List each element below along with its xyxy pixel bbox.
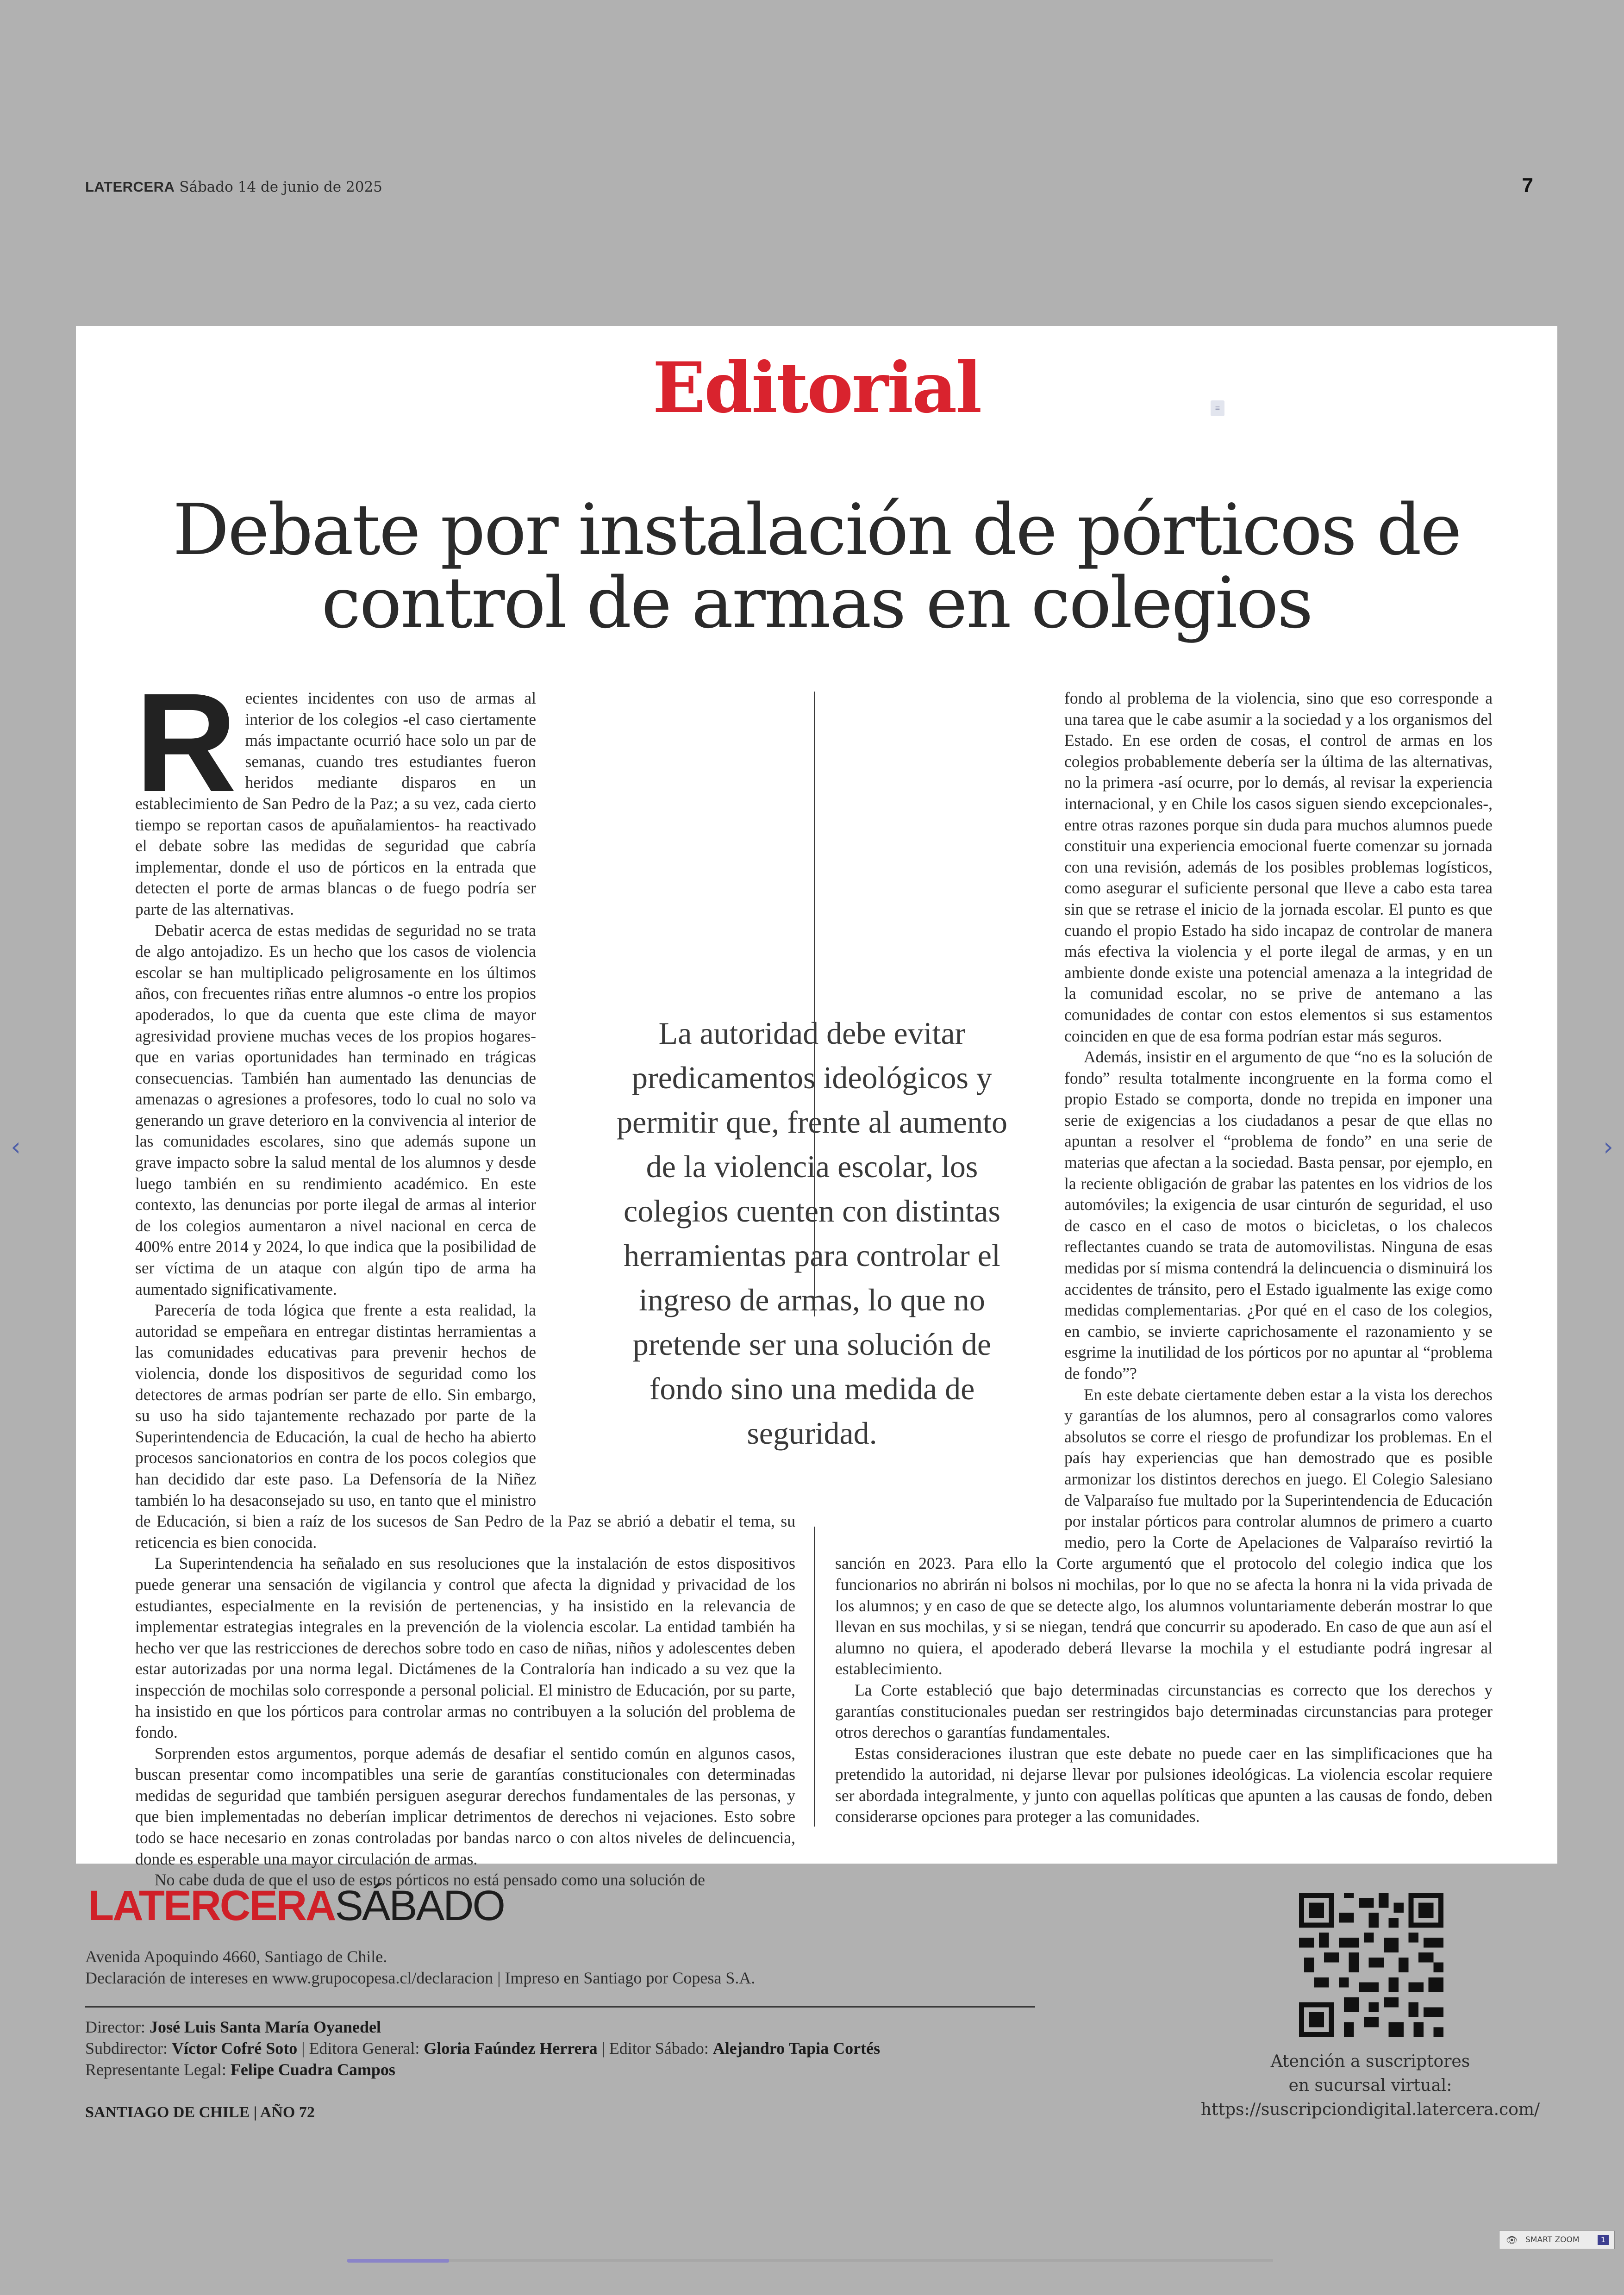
- article-headline: Debate por instalación de pórticos de control de armas en colegios: [173, 489, 1461, 644]
- paragraph-9: En este debate ciertamente deben estar a la vista los derechos y garantías de los alumnos, pero al consagrarlos como valores absolutos se corre el riesgo de profundizar los problemas. En el país hay experiencias que han demostrado que es posible armonizar los distintos derechos en juego. El Colegio Salesiano de Valparaíso fue multado por la Superintendencia de Educación por instalar pórticos para controlar alumnos de primero a cuarto medio, pero la Corte de Apelaciones de Valparaíso revirtió la sanción en 2023. Para ello la Corte argumentó que el protocolo del colegio indica que los funcionarios no abrirán ni bolsos ni mochilas, por lo que no se afecta la honra ni la vida privada de los alumnos; y en caso de que se detecte algo, los alumnos voluntariamente deberán mostrar lo que llevan en sus mochilas, y si se niegan, tendrá que concurrir su apoderado. En caso de que aun así el alumno no quiera, el apoderado deberá llevarse la mochila y el estudiante podrá ingresar al establecimiento.: [835, 1385, 1493, 1678]
- address-line: Avenida Apoquindo 4660, Santiago de Chile.: [85, 1947, 387, 1966]
- folio-date: Sábado 14 de junio de 2025: [179, 179, 382, 195]
- paragraph-1: Recientes incidentes con uso de armas al interior de los colegios -el caso ciertamente más impactante ocurrió hace solo un par de semanas, cuando tres estudiantes fueron heridos mediante disparos en un establecimiento de San Pedro de la Paz; a su vez, cada cierto tiempo se reportan casos de apuñalamientos- ha reactivado el debate sobre las medidas de seguridad que cabría implementar, donde el uso de pórticos en la entrada que detecten el porte de armas blancas o de fuego podría ser parte de las alternativas.: [135, 664, 536, 918]
- paragraph-6: No cabe duda de que el uso de estos pórticos no está pensado como una solución de: [155, 1871, 705, 1890]
- paragraph-10: La Corte estableció que bajo determinadas circunstancias es correcto que los derechos y garantías constitucionales puedan ser restringidos bajo determinadas circunstancias para proteger otros derechos o garantías fundamentales.: [835, 1680, 1493, 1742]
- masthead-logo: LATERCERASÁBADO: [88, 1882, 504, 1929]
- subscribers-link[interactable]: https://suscripciondigital.latercera.com/: [1200, 2100, 1540, 2119]
- paragraph-8: Además, insistir en el argumento de que “no es la solución de fondo” resulta totalmente incongruente en la forma como el propio Estado se comporta, donde no trepida en imponer una serie de exigencias a los ciudadanos a pesar de que ellas no apuntan a resolver el “problema de fondo” en una serie de materias que afectan a la sociedad. Basta pensar, por ejemplo, en la reciente obligación de grabar las patentes en los vidrios de los automóviles; la exigencia de usar cinturón de seguridad, el uso de casco en el caso de motos o bicicletas, o los chalecos reflectantes cuando se trata de automovilistas. Ninguna de esas medidas por sí misma contendrá la delincuencia o disminuirá los accidentes de tránsito, pero el Estado igualmente las exige como medidas complementarias. ¿Por qué en el caso de los colegios, en cambio, se invierte caprichosamente el razonamiento y se esgrime la inutilidad de los pórticos por no apuntar al “problema de fondo”?: [1064, 1048, 1493, 1383]
- paragraph-7: fondo al problema de la violencia, sino que eso corresponde a una tarea que le cabe asumir a la sociedad y a los organismos del Estado. En ese orden de cosas, el control de armas en los colegios probablemente debería ser la última de las alternativas, no la primera -así ocurre, por lo demás, al revisar la experiencia internacional, y en Chile los casos siguen siendo excepcionales-, entre otras razones porque sin duda para muchos alumnos puede constituir una experiencia emocional fuerte comenzar su jornada con una revisión, además de los posibles problemas logísticos, como asegurar el suficiente personal que lleve a cabo esta tarea sin que se retrase el inicio de la jornada escolar. El punto es que cuando el propio Estado ha sido incapaz de controlar de manera más efectiva la violencia y el porte ilegal de armas, y en un ambiente donde existe una potencial amenaza a la integridad de la comunidad escolar, no se prive de antemano a las comunidades de contar con estos elementos si sus estamentos coinciden en que de esa forma podrían estar más seguros.: [1064, 689, 1493, 1045]
- declaration-line: Declaración de intereses en www.grupocopesa.cl/declaracion | Impreso en Santiago por Copesa S.A.: [85, 1969, 756, 1987]
- paragraph-5: Sorprenden estos argumentos, porque además de desafiar el sentido común en algunos casos, buscan presentar como incompatibles una serie de garantías constitucionales con determinadas medidas de seguridad que también persiguen asegurar derechos fundamentales de las personas, y que bien implementadas no deberían implicar detrimentos de derechos ni vejaciones. Esto sobre todo se hace necesario en zonas controladas por bandas narco o con altos niveles de delincuencia, donde es esperable una mayor circulación de armas.: [135, 1744, 795, 1868]
- drop-cap: R: [135, 664, 237, 821]
- staff-credits: Director: José Luis Santa María Oyanedel Subdirector: Víctor Cofré Soto | Editora General: Gloria Faúndez Herrera | Editor Sábado: Alejandro Tapia Cortés Representante Legal: Felipe Cuadra Campos: [85, 2018, 881, 2079]
- eye-icon: 👁: [1506, 2234, 1518, 2245]
- paragraph-3: Parecería de toda lógica que frente a esta realidad, la autoridad se empeñara en entregar distintas herramientas a las comunidades educativas para prevenir hechos de violencia, donde los dispositivos de seguridad como los detectores de armas podrían ser parte de ello. Sin embargo, su uso ha sido tajantemente rechazado por parte de la Superintendencia de Educación, la cual de hecho ha abierto procesos sancionatorios en contra de los pocos colegios que han decidido dar este paso. La Defensoría de la Niñez también lo ha desaconsejado su uso, en tanto que el ministro de Educación, si bien a raíz de los sucesos de San Pedro de la Paz se abrió a debatir el tema, su reticencia es bien conocida.: [135, 1301, 795, 1552]
- page-sheet: [76, 326, 1557, 1890]
- menu-icon[interactable]: ≡: [1211, 400, 1224, 416]
- page-number: 7: [1522, 174, 1533, 197]
- next-page-button[interactable]: ›: [1603, 1132, 1613, 1161]
- column-divider: [814, 1527, 815, 1827]
- previous-page-button[interactable]: ‹: [11, 1132, 21, 1161]
- smart-zoom-count: 1: [1598, 2235, 1609, 2245]
- qr-code-icon[interactable]: [1299, 1893, 1443, 2037]
- subscriber-info: Atención a suscriptores en sucursal virtual: https://suscripciondigital.latercera.com/: [1199, 2050, 1542, 2122]
- page-scrollbar-thumb[interactable]: [347, 2259, 449, 2263]
- section-title: Editorial: [652, 347, 981, 429]
- pullquote: La autoridad debe evitar predicamentos ideológicos y permitir que, frente al aumento de la violencia escolar, los colegios cuenten con distintas herramientas para controlar el ingreso de armas, lo que no pretende ser una solución de fondo sino una medida de seguridad.: [617, 1016, 1007, 1451]
- page-scrollbar-track[interactable]: [347, 2259, 1273, 2262]
- smart-zoom-label: SMART ZOOM: [1525, 2235, 1580, 2245]
- paragraph-2: Debatir acerca de estas medidas de seguridad no se trata de algo antojadizo. Es un hecho que los casos de violencia escolar se han multiplicado peligrosamente en los últimos años, con frecuentes riñas entre alumnos -o entre los propios apoderados, lo que da cuenta que este clima de mayor agresividad proviene muchas veces de los propios hogares- que en varias oportunidades han terminado en trágicas consecuencias. También han aumentado las denuncias de amenazas o agresiones a profesores, todo lo cual no solo va generando un grave deterioro en la convivencia al interior de las comunidades escolares, sino que además supone un grave impacto sobre la salud mental de los alumnos y desde luego también en su rendimiento académico. En este contexto, las denuncias por porte ilegal de armas al interior de los colegios aumentaron a nivel nacional en cerca de 400% entre 2014 y 2024, lo que indica que la posibilidad de ser víctima de un ataque con algún tipo de arma ha aumentado significativamente.: [135, 921, 536, 1298]
- paragraph-4: La Superintendencia ha señalado en sus resoluciones que la instalación de estos dispositivos puede generar una sensación de vigilancia y control que afecta la dignidad y privacidad de los estudiantes, especialmente en la revisión de pertenencias, y ha insistido en la relevancia de implementar estrategias integrales en la prevención de la violencia escolar. La entidad también ha hecho ver que las restricciones de derechos sobre todo en caso de niñas, niños y adolescentes deben estar autorizadas por una norma legal. Dictámenes de la Contraloría han indicado a su vez que la inspección de mochilas solo corresponde a personal policial. El ministro de Educación, por su parte, ha insistido en que los pórticos para controlar armas no contribuyen a la solución del problema de fondo.: [135, 1554, 795, 1742]
- city-year: SANTIAGO DE CHILE | AÑO 72: [85, 2104, 315, 2121]
- smart-zoom-button[interactable]: [1499, 2231, 1615, 2249]
- footer-rule: [85, 2006, 1035, 2008]
- publisher-address: [85, 1946, 755, 1989]
- page-folio: [85, 179, 382, 195]
- paragraph-11: Estas consideraciones ilustran que este debate no puede caer en las simplificaciones que ha pretendido la autoridad, ni dejarse llevar por pulsiones ideológicas. La violencia escolar requiere ser abordada integralmente, y junto con aquellas políticas que apunten a las causas de fondo, deben considerarse opciones para proteger a las comunidades.: [835, 1744, 1493, 1826]
- folio-paper: LATERCERA: [85, 179, 175, 195]
